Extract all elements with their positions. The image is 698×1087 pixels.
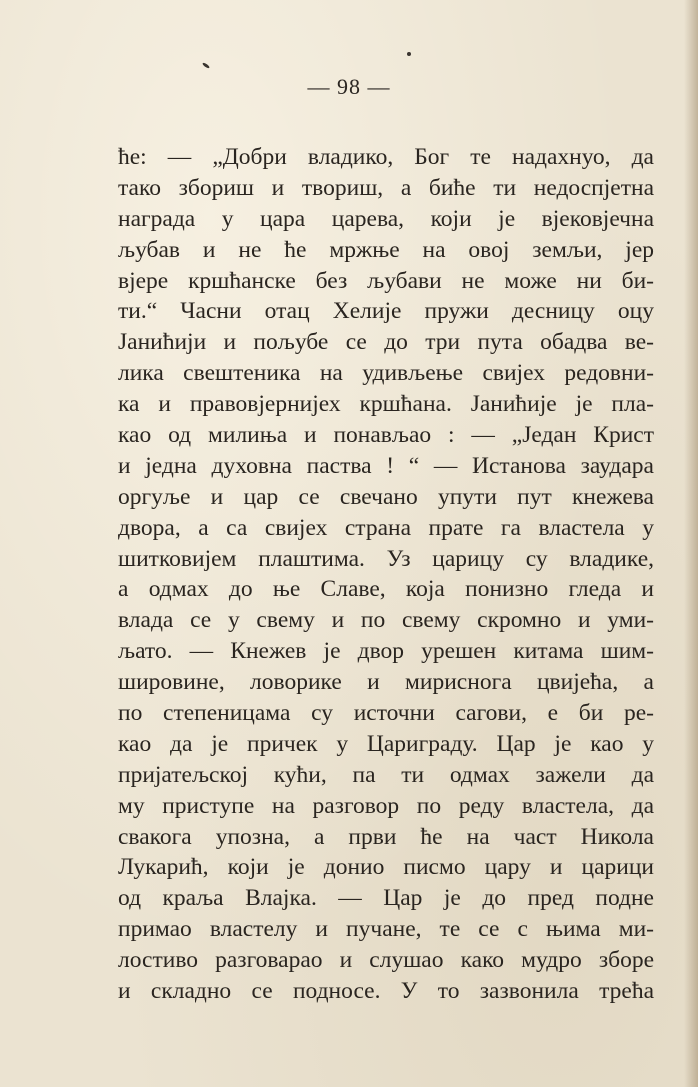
- text-line: награда у цара царева, који је вјековјечна: [118, 205, 654, 232]
- text-line: и једна духовна паства ! “ — Истанова заудара: [118, 452, 654, 479]
- page-number: — 98 —: [307, 74, 391, 99]
- body-text: [118, 142, 654, 1007]
- text-line: лика свештеника на удивљење свијех редовни-: [118, 360, 654, 387]
- text-line: ти.“ Часни отац Хелије пружи десницу оцу: [118, 298, 654, 325]
- text-line: по степеницама су источни сагови, е би ре-: [118, 700, 654, 727]
- ink-speck: [202, 62, 210, 69]
- text-line: ка и правовјернијех кршћана. Јанићије је пла-: [118, 391, 654, 418]
- text-line: као од милиња и понављао : — „Један Крист: [118, 422, 654, 449]
- text-line: оргуље и цар се свечано упути пут кнежева: [118, 483, 654, 510]
- text-line: љубав и не ће мржње на овој земљи, јер: [118, 236, 654, 263]
- text-line: Јанићији и пољубе се до три пута обадва ве-: [118, 329, 654, 356]
- text-line: од краља Влајка. — Цар је до пред подне: [118, 885, 654, 912]
- text-line: љато. — Кнежев је двор урешен китама шим-: [118, 638, 654, 665]
- text-line: свакога упозна, а први ће на част Никола: [118, 823, 654, 850]
- text-line: шитковијем плаштима. Уз царицу су владике,: [118, 545, 654, 572]
- text-line: пријатељској кући, па ти одмах зажели да: [118, 761, 654, 788]
- text-line: а одмах до ње Славе, која понизно гледа и: [118, 576, 654, 603]
- ink-speck: [407, 52, 411, 56]
- text-line: влада се у свему и по свему скромно и уми-: [118, 607, 654, 634]
- text-line: примао властелу и пучане, те се с њима ми-: [118, 916, 654, 943]
- text-line: му приступе на разговор по реду властела, да: [118, 792, 654, 819]
- text-line: као да је причек у Цариграду. Цар је као у: [118, 730, 654, 757]
- text-line: лостиво разговарао и слушао како мудро зборе: [118, 947, 654, 974]
- text-line: шировине, ловорике и мирисногa цвијећа, а: [118, 669, 654, 696]
- text-line: тако збориш и твориш, а биће ти недоспјетна: [118, 174, 654, 201]
- text-line: и складно се подносе. У то зазвонила трећа: [118, 978, 654, 1005]
- text-line: ће: — „Добри владико, Бог те надахнуо, да: [118, 144, 654, 170]
- text-line: вјере кршћанске без љубави не може ни би-: [118, 267, 654, 294]
- text-line: Лукарић, који је донио писмо цару и царици: [118, 854, 654, 881]
- page-edge-shadow: [684, 0, 698, 1087]
- text-line: двора, а са свијех страна прате га властела у: [118, 514, 654, 541]
